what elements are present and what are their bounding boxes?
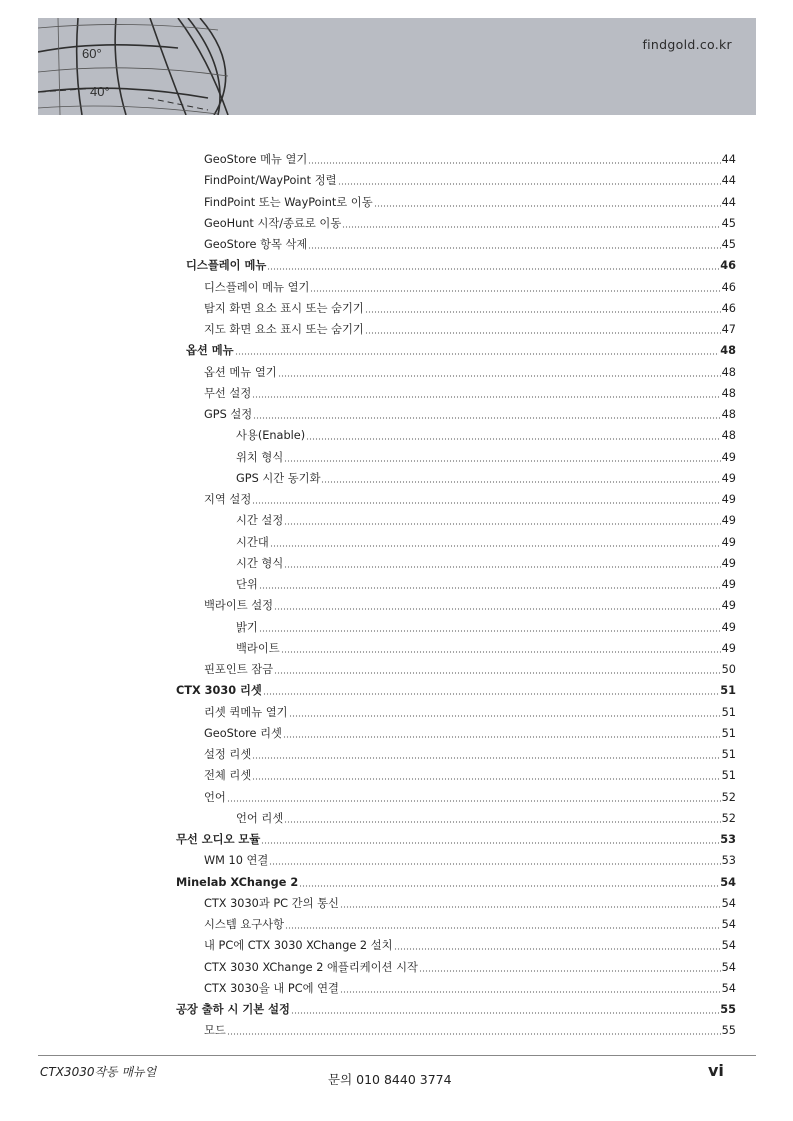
toc-entry[interactable] bbox=[204, 762, 736, 783]
toc-entry-page: 48 bbox=[721, 365, 736, 379]
toc-leader-dots bbox=[340, 906, 721, 908]
toc-entry-title: GeoStore 메뉴 열기 bbox=[204, 153, 308, 166]
toc-entry-title: 언어 리셋 bbox=[236, 811, 284, 825]
toc-entry[interactable] bbox=[204, 784, 736, 805]
toc-entry-title: 시스템 요구사항 bbox=[204, 918, 284, 931]
toc-leader-dots bbox=[253, 417, 720, 419]
toc-entry-page: 48 bbox=[720, 344, 736, 358]
toc-entry-title: 탐지 화면 요소 표시 또는 숨기기 bbox=[204, 301, 364, 315]
toc-entry-page: 54 bbox=[721, 896, 736, 910]
toc-leader-dots bbox=[274, 672, 721, 674]
toc-entry[interactable] bbox=[236, 422, 736, 443]
toc-leader-dots bbox=[284, 566, 720, 568]
toc-entry[interactable] bbox=[204, 401, 736, 422]
toc-leader-dots bbox=[394, 948, 721, 950]
toc-entry[interactable] bbox=[204, 380, 736, 401]
footer-page-number: vi bbox=[708, 1061, 724, 1080]
toc-entry-title: 리셋 퀵메뉴 열기 bbox=[204, 705, 288, 719]
toc-leader-dots bbox=[263, 693, 719, 695]
globe-label-40: 40° bbox=[90, 84, 110, 99]
toc-entry[interactable] bbox=[236, 550, 736, 571]
toc-entry-title: 디스플레이 메뉴 열기 bbox=[204, 280, 310, 294]
toc-entry-title: WM 10 연결 bbox=[204, 854, 269, 868]
toc-entry-title: 백라이트 bbox=[236, 641, 280, 655]
toc-entry[interactable] bbox=[204, 911, 736, 932]
toc-entry-page: 51 bbox=[721, 726, 736, 740]
toc-leader-dots bbox=[227, 800, 721, 802]
toc-entry[interactable] bbox=[204, 699, 736, 720]
toc-leader-dots bbox=[308, 247, 720, 249]
toc-entry-title: 핀포인트 잠금 bbox=[204, 663, 274, 676]
toc-leader-dots bbox=[338, 183, 721, 185]
toc-entry-page: 54 bbox=[721, 918, 736, 931]
toc-leader-dots bbox=[227, 1033, 721, 1035]
toc-entry-title: 옵션 메뉴 bbox=[186, 344, 234, 358]
toc-entry[interactable] bbox=[204, 932, 736, 953]
toc-entry-title: 단위 bbox=[236, 578, 258, 591]
toc-entry[interactable] bbox=[236, 465, 736, 486]
toc-leader-dots bbox=[267, 268, 719, 270]
toc-entry-page: 46 bbox=[720, 259, 736, 273]
toc-entry-title: 설정 리셋 bbox=[204, 748, 252, 761]
toc-leader-dots bbox=[274, 608, 721, 610]
toc-entry-title: CTX 3030과 PC 간의 통신 bbox=[204, 896, 339, 910]
toc-leader-dots bbox=[259, 587, 721, 589]
toc-entry-page: 52 bbox=[721, 811, 736, 825]
toc-leader-dots bbox=[299, 885, 719, 887]
toc-entry[interactable] bbox=[204, 274, 736, 295]
toc-entry-page: 51 bbox=[720, 684, 736, 698]
toc-entry-page: 54 bbox=[721, 939, 736, 953]
toc-leader-dots bbox=[289, 715, 721, 717]
globe-label-60: 60° bbox=[82, 46, 102, 61]
toc-entry-title: 공장 출하 시 기본 설정 bbox=[176, 1003, 290, 1016]
toc-leader-dots bbox=[419, 970, 721, 972]
toc-entry-page: 51 bbox=[721, 748, 736, 761]
toc-entry[interactable] bbox=[204, 189, 736, 210]
toc-entry-title: 지도 화면 요소 표시 또는 숨기기 bbox=[204, 323, 364, 336]
toc-entry-page: 48 bbox=[721, 429, 736, 443]
toc-leader-dots bbox=[321, 481, 720, 483]
toc-entry-title: 내 PC에 CTX 3030 XChange 2 설치 bbox=[204, 939, 393, 953]
toc-entry-title: 무선 오디오 모듈 bbox=[176, 833, 261, 846]
toc-leader-dots bbox=[374, 205, 721, 207]
toc-entry[interactable] bbox=[204, 847, 736, 868]
toc-entry-page: 55 bbox=[721, 1024, 736, 1038]
toc-entry-page: 44 bbox=[721, 195, 736, 209]
toc-entry-page: 49 bbox=[721, 578, 736, 591]
toc-leader-dots bbox=[270, 545, 721, 547]
toc-entry[interactable] bbox=[176, 996, 736, 1017]
toc-entry[interactable] bbox=[186, 252, 736, 273]
toc-entry[interactable] bbox=[236, 571, 736, 592]
toc-leader-dots bbox=[342, 226, 720, 228]
toc-entry-title: GeoHunt 시작/종료로 이동 bbox=[204, 216, 342, 230]
toc-entry-page: 51 bbox=[721, 705, 736, 719]
toc-leader-dots bbox=[278, 375, 721, 377]
toc-leader-dots bbox=[235, 353, 720, 355]
toc-entry-title: CTX 3030 리셋 bbox=[176, 684, 262, 698]
toc-entry-title: 시간 설정 bbox=[236, 514, 284, 528]
toc-entry-page: 51 bbox=[721, 769, 736, 783]
toc-entry-page: 47 bbox=[721, 323, 736, 336]
toc-entry[interactable] bbox=[204, 975, 736, 996]
toc-entry-page: 54 bbox=[721, 960, 736, 974]
toc-entry-title: GPS 설정 bbox=[204, 408, 253, 421]
toc-entry[interactable] bbox=[204, 167, 736, 188]
toc-leader-dots bbox=[281, 651, 721, 653]
footer-divider bbox=[38, 1055, 756, 1056]
toc-entry-title: Minelab XChange 2 bbox=[176, 875, 299, 889]
page-header bbox=[38, 18, 756, 115]
toc-entry-title: 언어 bbox=[204, 790, 226, 804]
toc-leader-dots bbox=[284, 460, 720, 462]
toc-entry-page: 49 bbox=[721, 599, 736, 613]
footer-contact: 문의 010 8440 3774 bbox=[328, 1072, 452, 1087]
toc-entry-page: 53 bbox=[720, 833, 736, 846]
toc-leader-dots bbox=[340, 991, 721, 993]
toc-entry-page: 44 bbox=[721, 174, 736, 188]
toc-entry-title: 시간 형식 bbox=[236, 556, 284, 570]
toc-leader-dots bbox=[284, 821, 720, 823]
toc-entry-page: 49 bbox=[721, 514, 736, 528]
toc-entry-page: 44 bbox=[721, 153, 736, 166]
toc-entry[interactable] bbox=[236, 507, 736, 528]
toc-entry-page: 49 bbox=[721, 450, 736, 464]
toc-entry-title: FindPoint/WayPoint 정렬 bbox=[204, 174, 337, 188]
toc-entry-title: 위치 형식 bbox=[236, 450, 284, 464]
toc-entry-page: 49 bbox=[721, 493, 736, 506]
toc-entry-title: CTX 3030을 내 PC에 연결 bbox=[204, 981, 339, 995]
toc-leader-dots bbox=[310, 290, 720, 292]
toc-entry-page: 49 bbox=[721, 641, 736, 655]
toc-entry-page: 49 bbox=[721, 471, 736, 485]
toc-entry[interactable] bbox=[204, 720, 736, 741]
toc-leader-dots bbox=[306, 438, 721, 440]
toc-entry-title: FindPoint 또는 WayPoint로 이동 bbox=[204, 195, 373, 209]
footer-manual-title: CTX3030작동 매뉴얼 bbox=[40, 1065, 157, 1079]
toc-entry[interactable] bbox=[204, 231, 736, 252]
toc-entry-page: 49 bbox=[721, 535, 736, 549]
toc-entry[interactable] bbox=[204, 656, 736, 677]
toc-entry[interactable] bbox=[186, 337, 736, 358]
toc-entry[interactable] bbox=[236, 805, 736, 826]
toc-leader-dots bbox=[284, 523, 720, 525]
toc-entry[interactable] bbox=[204, 741, 736, 762]
toc-entry-title: 전체 리셋 bbox=[204, 769, 252, 783]
toc-entry[interactable] bbox=[204, 295, 736, 316]
toc-entry-title: 밝기 bbox=[236, 620, 258, 634]
toc-entry-title: 사용(Enable) bbox=[236, 429, 306, 443]
toc-entry-page: 48 bbox=[721, 386, 736, 400]
toc-leader-dots bbox=[252, 757, 720, 759]
globe-graphic bbox=[38, 18, 756, 115]
toc-leader-dots bbox=[252, 778, 720, 780]
toc-leader-dots bbox=[252, 502, 720, 504]
toc-entry-title: GeoStore 항목 삭제 bbox=[204, 238, 308, 251]
toc-entry-page: 55 bbox=[720, 1003, 736, 1016]
toc-entry-page: 46 bbox=[721, 301, 736, 315]
toc-entry-title: 무선 설정 bbox=[204, 386, 252, 400]
toc-entry-title: 시간대 bbox=[236, 535, 269, 549]
toc-entry[interactable] bbox=[204, 954, 736, 975]
toc-entry-title: GPS 시간 동기화 bbox=[236, 471, 321, 485]
toc-entry-page: 49 bbox=[721, 556, 736, 570]
toc-entry[interactable] bbox=[176, 826, 736, 847]
toc-entry[interactable] bbox=[204, 592, 736, 613]
toc-entry-page: 50 bbox=[721, 663, 736, 676]
toc-entry[interactable] bbox=[204, 1017, 736, 1038]
toc-entry-title: CTX 3030 XChange 2 애플리케이션 시작 bbox=[204, 960, 418, 974]
toc-leader-dots bbox=[285, 927, 721, 929]
toc-entry-page: 54 bbox=[721, 981, 736, 995]
toc-entry-page: 49 bbox=[721, 620, 736, 634]
toc-entry[interactable] bbox=[204, 316, 736, 337]
toc-entry-page: 52 bbox=[721, 790, 736, 804]
toc-entry[interactable] bbox=[204, 486, 736, 507]
toc-entry[interactable] bbox=[236, 529, 736, 550]
site-url: findgold.co.kr bbox=[642, 37, 732, 52]
toc-leader-dots bbox=[308, 162, 720, 164]
toc-entry[interactable] bbox=[204, 146, 736, 167]
toc-entry-title: 옵션 메뉴 열기 bbox=[204, 365, 277, 379]
toc-entry-page: 48 bbox=[721, 408, 736, 421]
toc-leader-dots bbox=[261, 842, 719, 844]
toc-entry[interactable] bbox=[176, 869, 736, 890]
toc-entry-title: 디스플레이 메뉴 bbox=[186, 259, 267, 273]
toc-leader-dots bbox=[291, 1012, 719, 1014]
toc-entry[interactable] bbox=[204, 359, 736, 380]
toc-entry[interactable] bbox=[204, 890, 736, 911]
toc-entry-title: 지역 설정 bbox=[204, 493, 252, 506]
toc-entry-title: 모드 bbox=[204, 1024, 226, 1038]
toc-entry-page: 54 bbox=[720, 875, 736, 889]
toc-leader-dots bbox=[365, 311, 721, 313]
toc-entry[interactable] bbox=[204, 210, 736, 231]
toc-entry[interactable] bbox=[176, 677, 736, 698]
toc-entry-page: 45 bbox=[721, 216, 736, 230]
toc-entry-title: 백라이트 설정 bbox=[204, 599, 274, 613]
toc-entry[interactable] bbox=[236, 444, 736, 465]
toc-leader-dots bbox=[259, 630, 721, 632]
toc-entry-title: GeoStore 리셋 bbox=[204, 726, 282, 740]
toc-entry-page: 45 bbox=[721, 238, 736, 251]
toc-entry[interactable] bbox=[236, 614, 736, 635]
toc-leader-dots bbox=[269, 863, 720, 865]
toc-entry-page: 46 bbox=[721, 280, 736, 294]
toc-entry[interactable] bbox=[236, 635, 736, 656]
toc-leader-dots bbox=[365, 332, 721, 334]
toc-entry-page: 53 bbox=[721, 854, 736, 868]
toc-leader-dots bbox=[252, 396, 720, 398]
toc-leader-dots bbox=[283, 736, 721, 738]
